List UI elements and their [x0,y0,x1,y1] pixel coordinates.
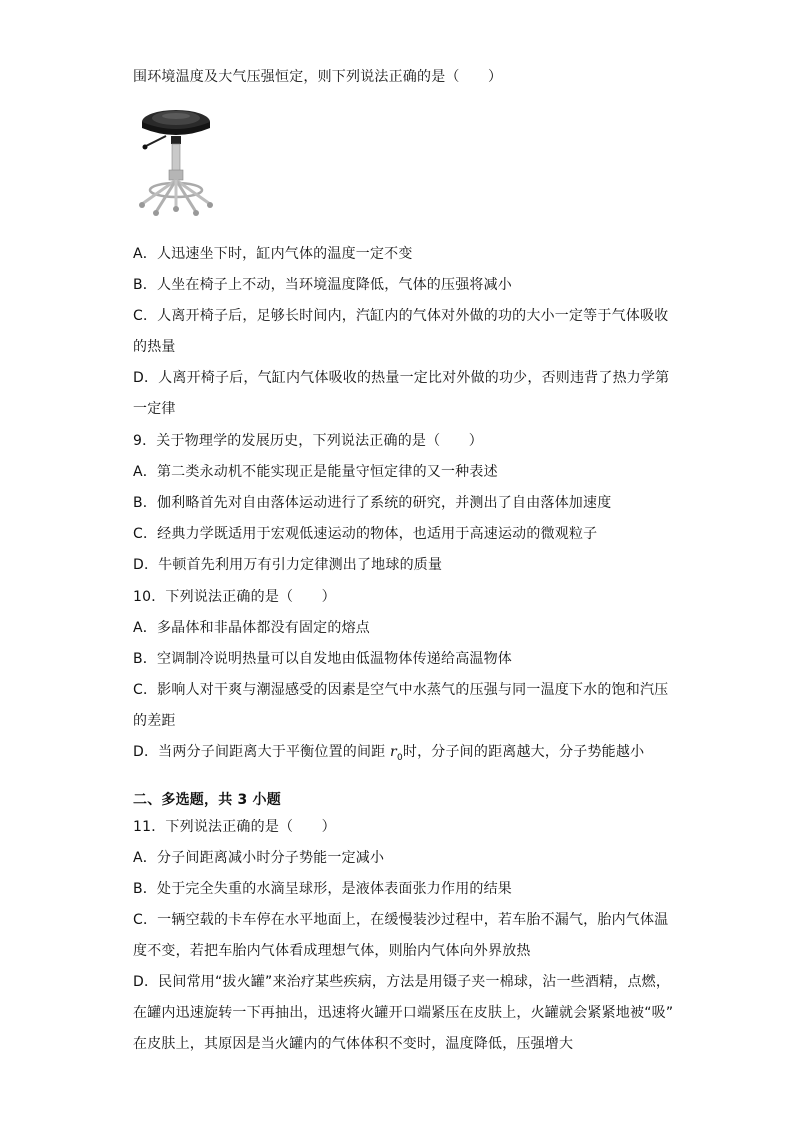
option-9c: C．经典力学既适用于宏观低速运动的物体，也适用于高速运动的微观粒子 [133,526,598,542]
option-11a: A．分子间距离减小时分子势能一定减小 [133,850,385,866]
stool-figure [136,98,216,222]
question-10-stem: 10．下列说法正确的是（ ） [133,589,336,605]
r0-symbol: r [390,744,397,760]
option-11d-continued-1: 在罐内迅速旋转一下再抽出，迅速将火罐开口端紧压在皮肤上，火罐就会紧紧地被“吸” [133,1005,674,1021]
option-10b: B．空调制冷说明热量可以自发地由低温物体传递给高温物体 [133,651,513,667]
option-8c-continued: 的热量 [133,339,176,355]
option-10d-prefix: D．当两分子间距离大于平衡位置的间距 [133,744,391,760]
option-11d-continued-2: 在皮肤上，其原因是当火罐内的气体体积不变时，温度降低，压强增大 [133,1036,574,1052]
option-10c: C．影响人对干爽与潮湿感受的因素是空气中水蒸气的压强与同一温度下水的饱和汽压 [133,682,669,698]
option-8b: B．人坐在椅子上不动，当环境温度降低，气体的压强将减小 [133,277,513,293]
option-8c: C．人离开椅子后，足够长时间内，汽缸内的气体对外做的功的大小一定等于气体吸收 [133,308,669,324]
option-11c: C．一辆空载的卡车停在水平地面上，在缓慢装沙过程中，若车胎不漏气，胎内气体温 [133,912,669,928]
option-8a: A．人迅速坐下时，缸内气体的温度一定不变 [133,246,413,262]
option-10a: A．多晶体和非晶体都没有固定的熔点 [133,620,370,636]
option-9d: D．牛顿首先利用万有引力定律测出了地球的质量 [133,557,443,573]
option-11c-continued: 度不变，若把车胎内气体看成理想气体，则胎内气体向外界放热 [133,943,531,959]
option-8d-continued: 一定律 [133,401,176,417]
option-9a: A．第二类永动机不能实现正是能量守恒定律的又一种表述 [133,464,498,480]
option-10d-suffix: 时，分子间的距离越大，分子势能越小 [402,744,645,760]
option-10c-continued: 的差距 [133,713,176,729]
question-8-stem-continuation: 围环境温度及大气压强恒定，则下列说法正确的是（ ） [133,69,503,85]
question-11-stem: 11．下列说法正确的是（ ） [133,819,336,835]
r0-subscript: 0 [396,752,403,763]
question-9-stem: 9．关于物理学的发展历史，下列说法正确的是（ ） [133,433,483,449]
option-8d: D．人离开椅子后，气缸内气体吸收的热量一定比对外做的功少，否则违背了热力学第 [133,370,670,386]
option-9b: B．伽利略首先对自由落体运动进行了系统的研究，并测出了自由落体加速度 [133,495,612,511]
option-10d [133,743,644,767]
option-11d: D．民间常用“拔火罐”来治疗某些疾病，方法是用镊子夹一棉球，沾一些酒精，点燃， [133,974,671,990]
section-heading-multi-choice: 二、多选题，共 3 小题 [133,792,281,808]
option-11b: B．处于完全失重的水滴呈球形，是液体表面张力作用的结果 [133,881,513,897]
